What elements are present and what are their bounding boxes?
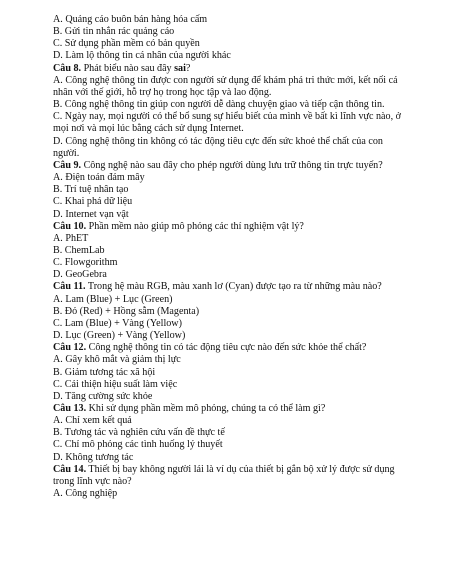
answer-option: D. Lục (Green) + Vàng (Yellow): [53, 330, 186, 342]
question-number: Câu 9.: [53, 159, 82, 171]
question-text: Phần mềm nào giúp mô phỏng các thí nghiệm vật lý?: [86, 220, 304, 232]
answer-option: B. Đỏ (Red) + Hồng sẫm (Magenta): [53, 305, 200, 317]
question-text: Công nghệ thông tin có tác động tiêu cực nào đến sức khỏe thể chất?: [86, 342, 367, 354]
answer-option: C. Flowgorithm: [53, 257, 118, 269]
answer-option: D. Tăng cường sức khỏe: [53, 390, 153, 402]
question-number: Câu 8.: [53, 62, 82, 74]
question-number: Câu 12.: [53, 342, 87, 354]
document-page: [53, 14, 405, 500]
answer-option: B. ChemLab: [53, 244, 105, 256]
question-emphasis: sai: [174, 62, 186, 74]
question-line: [53, 63, 405, 75]
question-line: [53, 160, 405, 172]
answer-option: C. Sử dụng phần mềm có bản quyền: [53, 38, 200, 50]
question-text: Thiết bị bay không người lái là ví dụ của thiết bị gắn bộ xử lý được sử dụng trong lĩnh vực nào?: [53, 463, 395, 487]
question-text: Công nghệ nào sau đây cho phép người dùng lưu trữ thông tin trực tuyến?: [81, 159, 383, 171]
answer-option: C. Lam (Blue) + Vàng (Yellow): [53, 317, 182, 329]
answer-option: A. Công nghệ thông tin được con người sử dụng để khám phá tri thức mới, kết nối cá nhân với thế giới, hỗ trợ họ trong học tập và lao động.: [53, 74, 398, 98]
question-text: Trong hệ màu RGB, màu xanh lơ (Cyan) được tạo ra từ những màu nào?: [85, 281, 382, 293]
question-text: Phát biểu nào sau đây: [81, 62, 175, 74]
question-number: Câu 14.: [53, 463, 87, 475]
answer-option: A. Lam (Blue) + Lục (Green): [53, 293, 173, 305]
answer-option: D. Công nghệ thông tin không có tác động tiêu cực đến sức khoẻ thể chất của con người.: [53, 135, 383, 159]
answer-option: A. Chỉ xem kết quả: [53, 415, 132, 427]
answer-option: D. Làm lộ thông tin cá nhân của người khác: [53, 50, 231, 62]
answer-option: A. PhET: [53, 232, 89, 244]
answer-option: D. GeoGebra: [53, 269, 107, 281]
question-line: [53, 221, 405, 233]
answer-option: A. Công nghiệp: [53, 488, 118, 500]
question-tail: ?: [185, 62, 191, 74]
answer-option: B. Giảm tương tác xã hội: [53, 366, 156, 378]
question-line: [53, 403, 405, 415]
answer-option: A. Gây khô mắt và giảm thị lực: [53, 354, 181, 366]
answer-option: A. Quảng cáo buôn bán hàng hóa cấm: [53, 14, 208, 25]
answer-option: B. Công nghệ thông tin giúp con người dễ dàng chuyện giao và tiếp cận thông tin.: [53, 99, 385, 111]
question-line: [53, 281, 405, 293]
answer-option: D. Internet vạn vật: [53, 208, 129, 220]
question-line: [53, 342, 405, 354]
answer-option: C. Cải thiện hiệu suất làm việc: [53, 378, 178, 390]
answer-option: C. Chỉ mô phỏng các tình huống lý thuyết: [53, 439, 223, 451]
question-number: Câu 10.: [53, 220, 87, 232]
answer-option: C. Khai phá dữ liệu: [53, 196, 133, 208]
answer-option: A. Điện toán đám mây: [53, 172, 145, 184]
question-number: Câu 13.: [53, 403, 87, 414]
answer-option: B. Gửi tin nhắn rác quảng cáo: [53, 26, 175, 38]
question-number: Câu 11.: [53, 281, 86, 293]
question-text: Khi sử dụng phần mềm mô phỏng, chúng ta có thể làm gì?: [86, 403, 326, 414]
question-line: [53, 464, 405, 488]
answer-option: B. Trí tuệ nhân tạo: [53, 184, 129, 196]
answer-option: D. Không tương tác: [53, 451, 134, 463]
answer-option: B. Tương tác và nghiên cứu vấn đề thực tế: [53, 427, 225, 439]
answer-option: C. Ngày nay, mọi người có thể bổ sung sự hiểu biết của mình về bất kì lĩnh vực nào, ở mọi nơi và mọi lúc bằng cách sử dụng Internet.: [53, 111, 401, 135]
